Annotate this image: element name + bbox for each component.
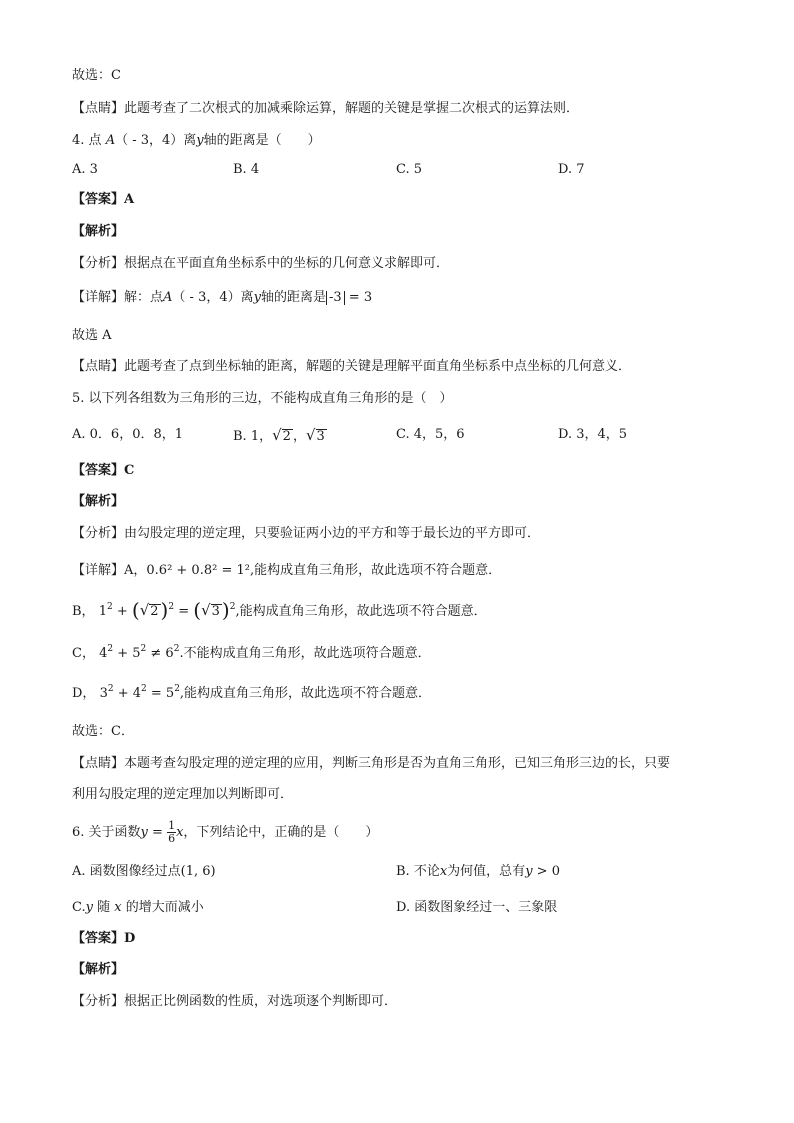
solution-5d: D， $3^2 + 4^2 = 5^2$,能构成直角三角形，故此选项不符合题意． [72, 684, 432, 701]
analysis-heading-5: 【解析】 [72, 494, 125, 509]
comment-q3: 【点睛】此题考查了二次根式的加减乘除运算，解题的关键是掌握二次根式的运算法则． [72, 101, 580, 116]
q4-option-d: D. 7 [558, 162, 585, 177]
q4-option-b: B. 4 [233, 162, 260, 177]
q4-option-a: A. 3 [72, 162, 98, 177]
q6-option-a: A. 函数图像经过点(1, 6) [72, 864, 216, 879]
q4-option-c: C. 5 [396, 162, 423, 177]
conclusion-5: 故选：C． [72, 724, 134, 739]
comment-5-line1: 【点睛】本题考查勾股定理的逆定理的应用，判断三角形是否为直角三角形，已知三角形三边的长，只要 [72, 756, 671, 771]
q5-option-c: C. 4，5，6 [396, 427, 465, 442]
q6-option-d: D. 函数图象经过一、三象限 [396, 900, 558, 915]
question-4: 4. 点 A（ - 3，4）离y轴的距离是（ ） [72, 133, 321, 148]
comment-4: 【点睛】此题考查了点到坐标轴的距离，解题的关键是理解平面直角坐标系中点坐标的几何意义． [72, 359, 632, 374]
answer-6: 【答案】D [72, 931, 136, 946]
solution-5b: B， $1^2 + (√2$ )$^2$ = (√3 )$^2$,能构成直角三角形，故此选项不符合题意． [72, 598, 487, 622]
question-5: 5. 以下列各组数为三角形的三边，不能构成直角三角形的是（ ） [72, 391, 453, 406]
q5-option-a: A. 0．6，0．8，1 [72, 427, 184, 442]
q6-option-c: C.y 随 x 的增大而减小 [72, 900, 204, 915]
conclusion-4: 故选 A [72, 328, 112, 343]
q5-option-b: B. 1，√2 ，√3 [233, 426, 325, 444]
q6-option-b: B. 不论x为何值，总有y > 0 [396, 864, 560, 879]
solution-5c: C， $4^2 + 5^2 \ne 6^2$.不能构成直角三角形，故此选项符合题意． [72, 644, 431, 661]
solution-5a: 【详解】A，0.6² + 0.8² = 1²,能构成直角三角形，故此选项不符合题意． [72, 563, 502, 578]
comment-5-line2: 利用勾股定理的逆定理加以判断即可． [72, 787, 294, 802]
analysis-heading-4: 【解析】 [72, 224, 125, 239]
analysis-heading-6: 【解析】 [72, 962, 125, 977]
q5-option-d: D. 3，4，5 [558, 427, 628, 442]
analysis-6: 【分析】根据正比例函数的性质，对选项逐个判断即可． [72, 994, 398, 1009]
question-6: 6. 关于函数y = $\frac{1}{6}$ x，下列结论中，正确的是（ ） [72, 819, 379, 845]
answer-5: 【答案】C [72, 463, 135, 478]
analysis-5: 【分析】由勾股定理的逆定理，只要验证两小边的平方和等于最长边的平方即可． [72, 526, 541, 541]
conclusion-text: 故选：C [72, 68, 121, 83]
answer-4: 【答案】A [72, 192, 135, 207]
solution-4: 【详解】解：点A（ - 3，4）离y轴的距离是 -3 = 3 [72, 290, 373, 305]
analysis-4: 【分析】根据点在平面直角坐标系中的坐标的几何意义求解即可． [72, 256, 450, 271]
